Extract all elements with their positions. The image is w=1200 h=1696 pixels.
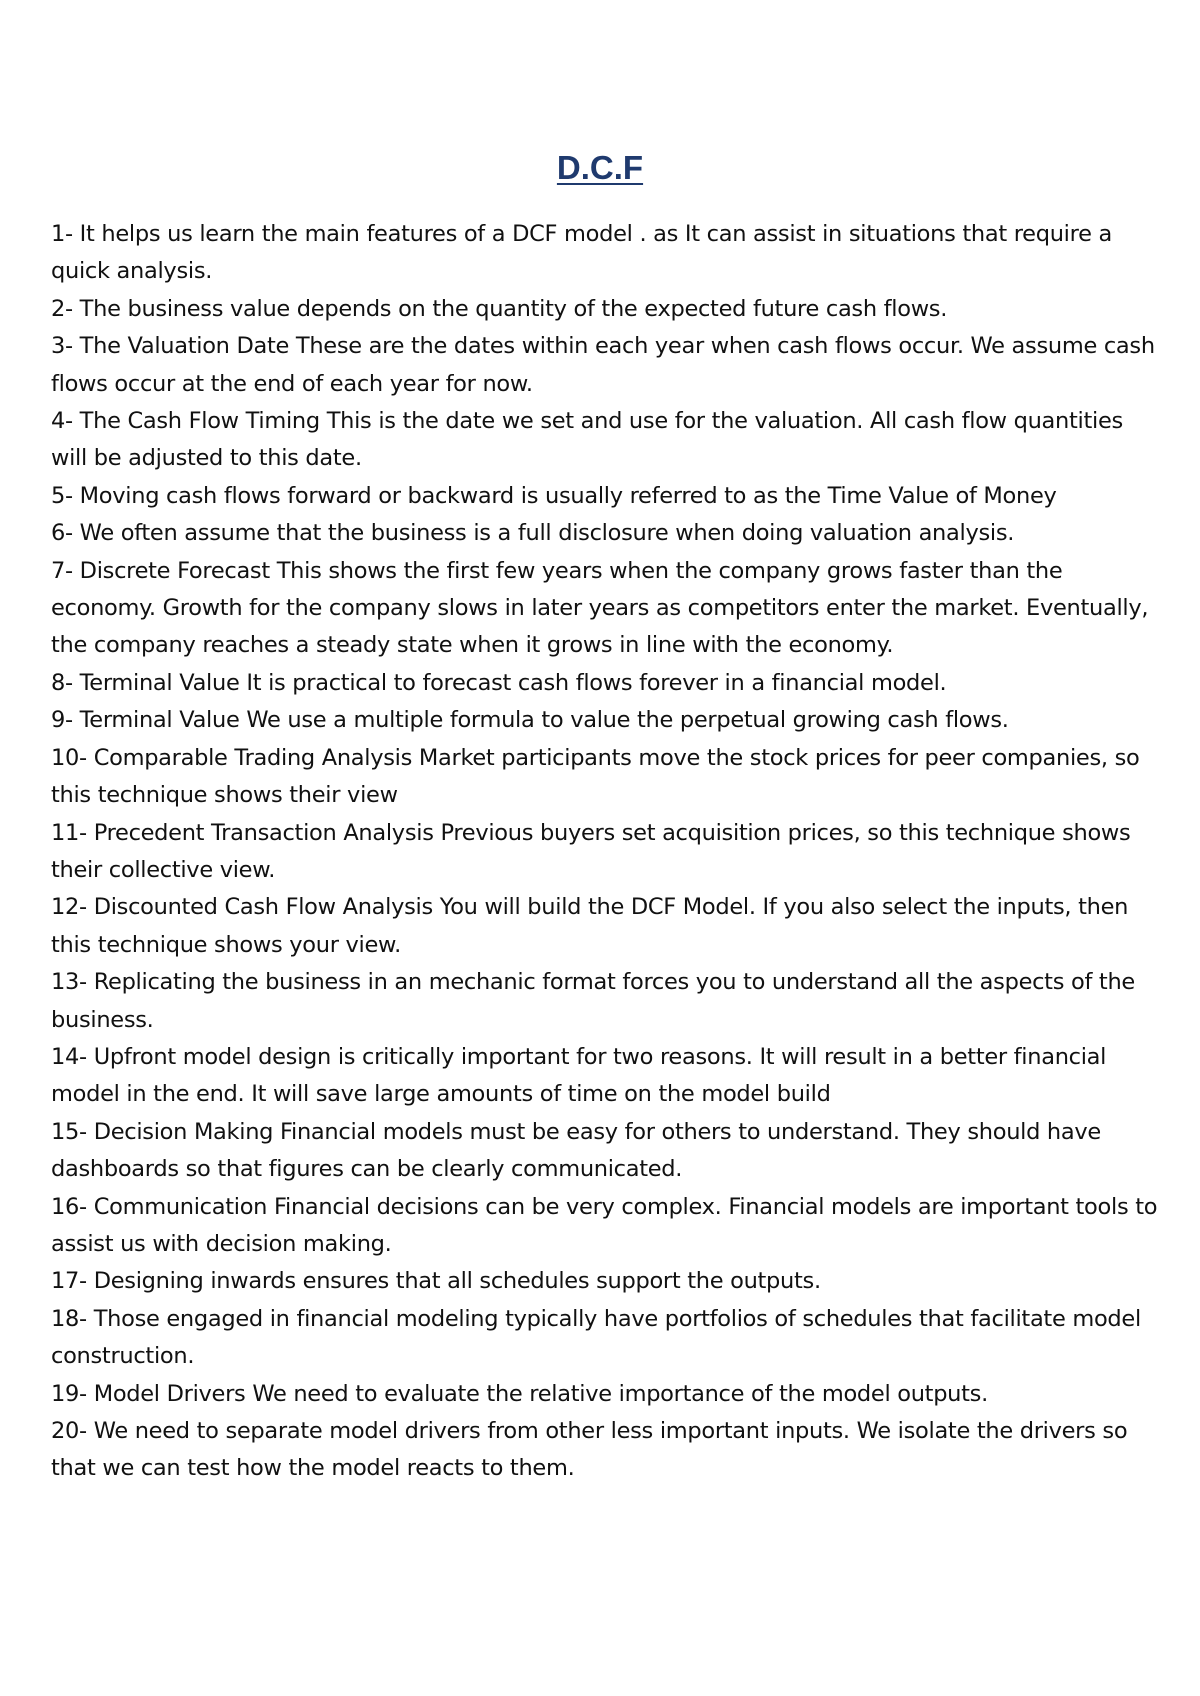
list-item: 9- Terminal Value We use a multiple formula to value the perpetual growing cash flows. — [51, 707, 1009, 734]
list-item: 6- We often assume that the business is a full disclosure when doing valuation analysis. — [51, 520, 1015, 547]
list-item: 7- Discrete Forecast This shows the first few years when the company grows faster than the economy. Growth for the company slows in later years as competitors enter the market. Eventually, the company reaches a steady state when it grows in line with the economy. — [51, 557, 1149, 659]
list-item: 4- The Cash Flow Timing This is the date we set and use for the valuation. All cash flow quantities will be adjusted to this date. — [51, 408, 1123, 472]
list-item: 3- The Valuation Date These are the dates within each year when cash flows occur. We assume cash flows occur at the end of each year for now. — [51, 333, 1155, 397]
list-item: 15- Decision Making Financial models must be easy for others to understand. They should have dashboards so that figures can be clearly communicated. — [51, 1118, 1101, 1183]
list-item: 1- It helps us learn the main features of a DCF model . as It can assist in situations that require a quick analysis. — [51, 221, 1112, 285]
list-item: 10- Comparable Trading Analysis Market participants move the stock prices for peer companies, so this technique shows their view — [51, 744, 1140, 809]
page-title: D.C.F — [556, 149, 644, 186]
list-item: 5- Moving cash flows forward or backward is usually referred to as the Time Value of Money — [51, 482, 1057, 509]
list-item: 14- Upfront model design is critically important for two reasons. It will result in a better financial model in the end. It will save large amounts of time on the model build — [51, 1043, 1107, 1108]
item-list — [51, 216, 1163, 1488]
list-item: 16- Communication Financial decisions can be very complex. Financial models are important tools to assist us with decision making. — [51, 1193, 1158, 1257]
list-item: 2- The business value depends on the quantity of the expected future cash flows. — [51, 295, 948, 322]
list-item: 11- Precedent Transaction Analysis Previous buyers set acquisition prices, so this technique shows their collective view. — [51, 819, 1131, 883]
list-item: 17- Designing inwards ensures that all schedules support the outputs. — [51, 1268, 821, 1295]
list-item: 13- Replicating the business in an mechanic format forces you to understand all the aspects of the business. — [51, 969, 1135, 1033]
list-item: 20- We need to separate model drivers from other less important inputs. We isolate the drivers so that we can test how the model reacts to them. — [51, 1418, 1128, 1482]
list-item: 19- Model Drivers We need to evaluate the relative importance of the model outputs. — [51, 1380, 988, 1407]
list-item: 18- Those engaged in financial modeling typically have portfolios of schedules that facilitate model construction. — [51, 1305, 1141, 1370]
list-item: 8- Terminal Value It is practical to forecast cash flows forever in a financial model. — [51, 669, 947, 696]
list-item: 12- Discounted Cash Flow Analysis You will build the DCF Model. If you also select the inputs, then this technique shows your view. — [51, 894, 1129, 958]
